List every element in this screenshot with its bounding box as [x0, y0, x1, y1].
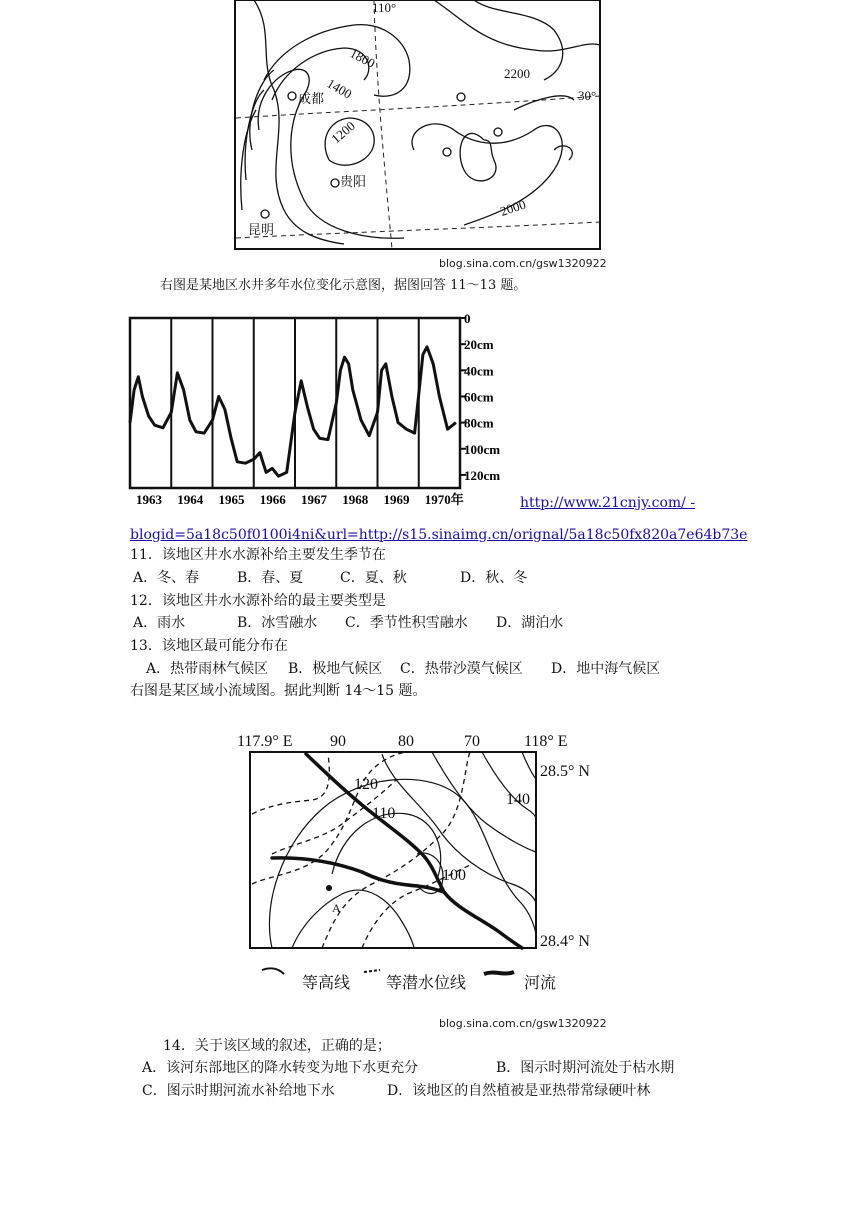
q13-option-c: C．热带沙漠气候区 [400, 661, 523, 677]
y-tick-label: 40cm [464, 363, 494, 379]
point-a-dot [326, 885, 332, 891]
contour-80-label: 80 [398, 733, 414, 750]
q11-stem: 11．该地区井水水源补给主要发生季节在 [130, 547, 386, 563]
q12-option-c: C．季节性积雪融水 [345, 615, 468, 631]
x-tick-label: 1967 [301, 492, 327, 507]
x-tick-label: 1964 [177, 492, 204, 507]
contour-70-label: 70 [464, 733, 480, 750]
kunming-label: 昆明 [248, 222, 275, 237]
legend-river: 河流 [524, 975, 557, 992]
chengdu-label: 成都 [298, 91, 325, 106]
map1-watermark: blog.sina.com.cn/gsw1320922 [439, 257, 607, 270]
q14-stem: 14．关于该区域的叙述，正确的是； [163, 1038, 391, 1054]
y-tick-label: 20cm [464, 337, 494, 353]
q14-option-d: D．该地区的自然植被是亚热带常绿硬叶林 [387, 1083, 651, 1099]
contour-1400-label: 1400 [324, 75, 355, 102]
q12-option-d: D．湖泊水 [496, 615, 564, 631]
source-link-2[interactable]: blogid=5a18c50f0100i4ni&url=http://s15.sinaimg.cn/orignal/5a18c50fx820a7e64b73e [130, 527, 748, 543]
contour-100-label: 100 [442, 867, 466, 884]
contour-90-label: 90 [330, 733, 346, 750]
q11-option-c: C．夏、秋 [340, 570, 407, 586]
q13-option-b: B．极地气候区 [288, 661, 383, 677]
x-tick-label: 1970年 [424, 492, 464, 507]
lon-118-label: 118° E [524, 733, 568, 750]
contour-2000-label: 2000 [498, 196, 528, 219]
q14-option-a: A．该河东部地区的降水转变为地下水更充分 [142, 1060, 419, 1076]
q11-option-d: D．秋、冬 [460, 570, 528, 586]
x-tick-label: 1968 [342, 492, 369, 507]
lat-30-label: 30° [578, 88, 597, 103]
x-tick-label: 1965 [218, 492, 245, 507]
intro-14-15: 右图是某区域小流域图。据此判断 14～15 题。 [130, 683, 427, 699]
q13-option-d: D．地中海气候区 [551, 661, 661, 677]
q13-stem: 13．该地区最可能分布在 [130, 638, 288, 654]
y-tick-label: 0 [464, 311, 471, 326]
point-a-label: A [332, 901, 341, 915]
lat-28-4-label: 28.4° N [540, 933, 590, 950]
y-tick-label: 100cm [464, 441, 501, 457]
contour-110-label: 110 [372, 805, 396, 822]
q11-option-a: A．冬、春 [133, 570, 200, 586]
x-tick-label: 1963 [136, 492, 162, 507]
kunming-dot [261, 210, 269, 218]
chengdu-dot [288, 92, 296, 100]
q13-option-a: A．热带雨林气候区 [146, 661, 269, 677]
map2-watermark: blog.sina.com.cn/gsw1320922 [439, 1017, 607, 1030]
lat-28-5-label: 28.5° N [540, 763, 590, 780]
contour-1800-label: 1800 [347, 45, 378, 71]
q14-option-b: B．图示时期河流处于枯水期 [496, 1060, 675, 1076]
legend-water-table: 等潜水位线 [386, 975, 467, 992]
contour-140-label: 140 [506, 791, 530, 808]
intro-11-13: 右图是某地区水井多年水位变化示意图，据图回答 11～13 题。 [160, 278, 527, 293]
q11-option-b: B．春、夏 [237, 570, 304, 586]
q12-stem: 12．该地区井水水源补给的最主要类型是 [130, 593, 386, 609]
contour-2200-label: 2200 [504, 66, 530, 81]
q12-option-b: B．冰雪融水 [237, 615, 318, 631]
water-level-chart [128, 300, 520, 510]
x-tick-label: 1969 [383, 492, 410, 507]
source-link-1[interactable]: http://www.21cnjy.com/ - [520, 495, 696, 511]
lon-117-9-label: 117.9° E [237, 733, 293, 750]
guiyang-dot [331, 179, 339, 187]
y-tick-label: 120cm [464, 467, 501, 483]
contour-1200-label: 1200 [328, 118, 358, 147]
q14-option-c: C．图示时期河流水补给地下水 [142, 1083, 335, 1099]
contour-120-label: 120 [354, 776, 378, 793]
guiyang-label: 贵阳 [340, 174, 367, 189]
legend-contour: 等高线 [302, 975, 351, 992]
y-tick-label: 60cm [464, 389, 494, 405]
lon-110-label: 110° [372, 0, 397, 15]
x-tick-label: 1966 [259, 492, 286, 507]
q12-option-a: A．雨水 [133, 615, 186, 631]
precipitation-map [234, 0, 602, 250]
y-tick-label: 80cm [464, 415, 494, 431]
watershed-map [232, 724, 616, 996]
